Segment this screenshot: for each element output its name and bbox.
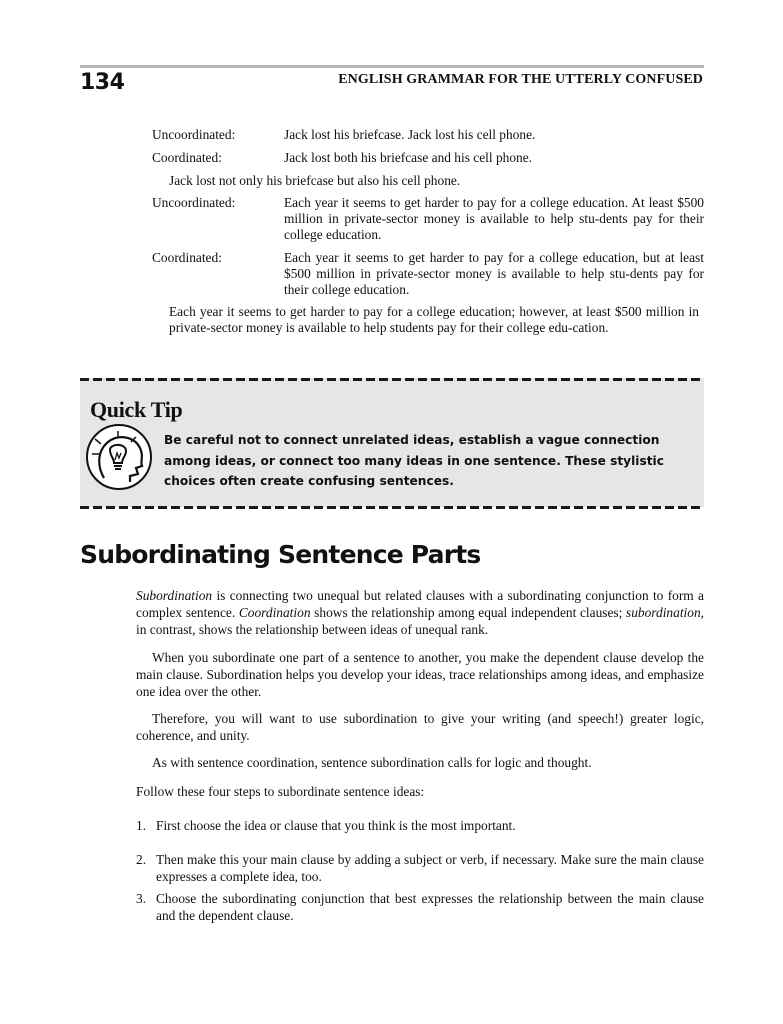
quick-tip-title: Quick Tip: [90, 397, 183, 422]
list-item-number: 1.: [136, 818, 147, 833]
paragraph-2: When you subordinate one part of a sentence to another, you make the dependent clause develop the main clause. Subordination helps you develop your ideas, trace relationships among ideas, and emphasize one idea over the other.: [136, 650, 704, 699]
example-text: Each year it seems to get harder to pay for a college education, but at least $500 million in private-sector money is available to help stu-dents pay for their college education.: [284, 250, 704, 298]
quick-tip-bottom-border: [80, 506, 704, 509]
example-text: Each year it seems to get harder to pay for a college education. At least $500 million in private-sector money is available to help stu-dents pay for their college education.: [284, 195, 704, 243]
term-subordination: Subordination: [136, 588, 213, 603]
example-text: Each year it seems to get harder to pay for a college education; however, at least $500 million in private-sector money is available to help students pay for their college edu-cation.: [169, 304, 699, 336]
example-text: Jack lost his briefcase. Jack lost his cell phone.: [284, 127, 536, 142]
list-item-number: 2.: [136, 852, 147, 867]
section-title: Subordinating Sentence Parts: [80, 540, 481, 569]
running-head: ENGLISH GRAMMAR FOR THE UTTERLY CONFUSED: [338, 72, 703, 87]
list-item: Choose the subordinating conjunction that best expresses the relationship between the main clause and the dependent clause.: [156, 891, 704, 923]
header-rule: [80, 65, 704, 68]
paragraph-1: Subordination is connecting two unequal but related clauses with a subordinating conjunction to form a complex sentence. Coordination shows the relationship among equal independent clauses; subordination, in contrast, shows the relationship between ideas of unequal rank.: [136, 588, 704, 637]
example-text: Jack lost both his briefcase and his cell phone.: [284, 150, 533, 165]
quick-tip-top-border: [80, 378, 704, 381]
list-item: Then make this your main clause by adding a subject or verb, if necessary. Make sure the main clause expresses a complete idea, too.: [156, 852, 704, 884]
page-number: 134: [80, 70, 125, 95]
paragraph-5: Follow these four steps to subordinate sentence ideas:: [136, 784, 425, 799]
term-subordination-2: subordination,: [626, 604, 704, 620]
paragraph-3: Therefore, you will want to use subordination to give your writing (and speech!) greater logic, coherence, and unity.: [136, 711, 704, 743]
list-item-number: 3.: [136, 891, 147, 906]
paragraph-4: As with sentence coordination, sentence subordination calls for logic and thought.: [152, 755, 592, 770]
list-item: First choose the idea or clause that you think is the most important.: [156, 818, 516, 833]
example-text: Jack lost not only his briefcase but also his cell phone.: [169, 173, 461, 188]
example-label: Coordinated:: [152, 150, 222, 165]
quick-tip-text: Be careful not to connect unrelated ideas, establish a vague connection among ideas, or connect too many ideas in one sentence. These stylistic choices often create confusing sentences.: [164, 433, 664, 488]
example-label: Uncoordinated:: [152, 195, 236, 210]
example-label: Coordinated:: [152, 250, 222, 265]
term-coordination: Coordination: [238, 604, 311, 620]
example-label: Uncoordinated:: [152, 127, 236, 142]
lightbulb-head-icon: [84, 422, 154, 492]
